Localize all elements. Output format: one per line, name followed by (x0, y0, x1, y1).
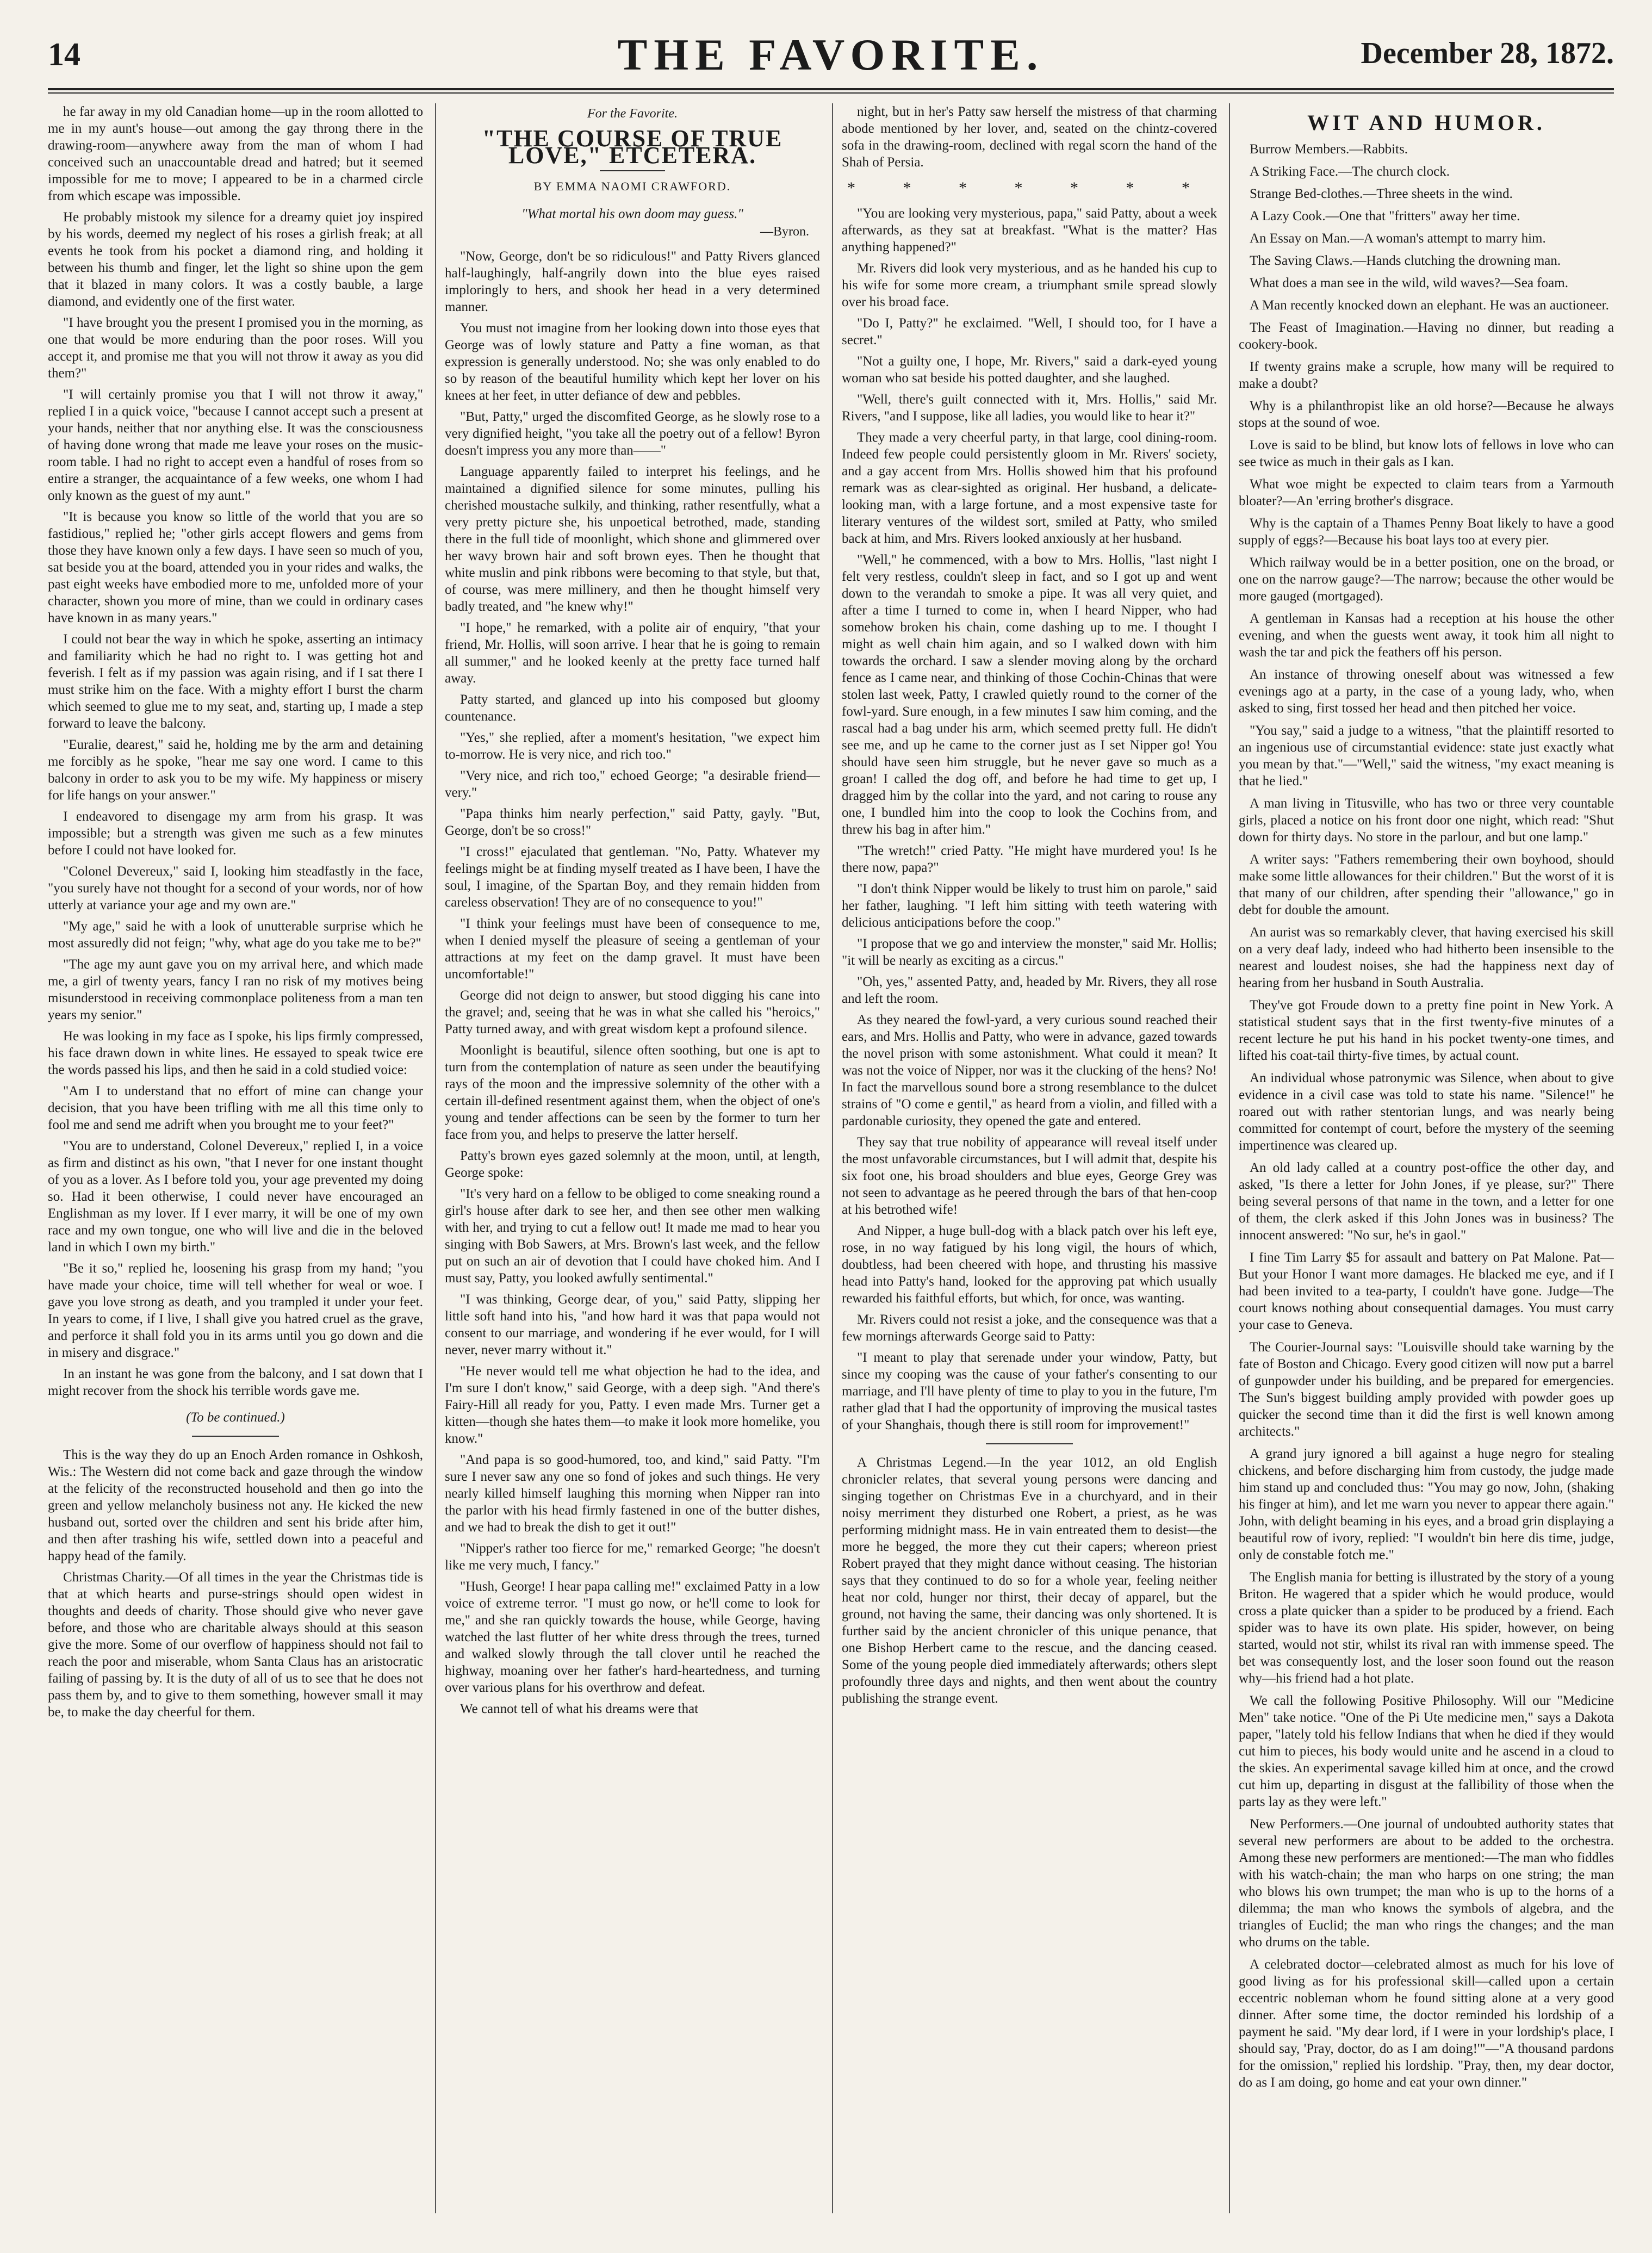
paragraph: "The wretch!" cried Patty. "He might have murdered you! Is he there now, papa?" (842, 843, 1217, 875)
paragraph: "Well, there's guilt connected with it, Mrs. Hollis," said Mr. Rivers, "and I suppose, like all ladies, you would like to hear it?" (842, 392, 1217, 424)
paragraph: "My age," said he with a look of unutterable surprise which he most assuredly did not feign; "why, what age do you take me to be?" (48, 919, 423, 951)
section-stars: * * * * * * * (847, 179, 1212, 197)
paragraph: "Now, George, don't be so ridiculous!" and Patty Rivers glanced half-laughingly, half-angrily down into the blue eyes raised imploringly to hers, and shook her head in a very determined manner. (445, 249, 820, 314)
humor-item: If twenty grains make a scruple, how many will be required to make a doubt? (1239, 359, 1614, 391)
paragraph: "Oh, yes," assented Patty, and, headed by Mr. Rivers, they all rose and left the room. (842, 975, 1217, 1006)
issue-date: December 28, 1872. (1361, 36, 1614, 70)
humor-item: Strange Bed-clothes.—Three sheets in the wind. (1250, 187, 1513, 201)
paragraph: And Nipper, a huge bull-dog with a black patch over his left eye, rose, in no way fatigued by his long vigil, the hours of which, doubtless, had been cheered with hope, and thrusting his massive head into Patty's hand, looked for the approving pat which usually rewarded his faithful efforts, but which, for once, was wanting. (842, 1224, 1217, 1306)
humor-item: The Courier-Journal says: "Louisville should take warning by the fate of Boston and Chicago. Every good citizen will now put a barrel of gunpowder under his building, and be prepared for emergencies. The Sun's biggest building amply provided with powder goes up quicker the second time than it did the first is well known among architects." (1239, 1340, 1614, 1439)
paragraph: "I don't think Nipper would be likely to trust him on parole," said her father, laughing. "I left him sitting with teeth watering with delicious anticipations before the coop." (842, 882, 1217, 930)
story-body-part-2 (842, 205, 1217, 1433)
page-number: 14 (48, 36, 80, 72)
humor-item: A writer says: "Fathers remembering their own boyhood, should make some little allowances for their children." But the worst of it is that many of our children, after spending their "allowance," go in debt for double the amount. (1239, 852, 1614, 917)
paragraph: He was looking in my face as I spoke, his lips firmly compressed, his face drawn down in white lines. He essayed to speak twice ere the words passed his lips, and then he said in a cold studied voice: (48, 1029, 423, 1077)
humor-item: "You say," said a judge to a witness, "that the plaintiff resorted to an ingenious use of circumstantial evidence: state just exactly what you mean by that."—"Well," said the witness, "my exact meaning is that he lied." (1239, 723, 1614, 789)
news-item: Christmas Charity.—Of all times in the year the Christmas tide is that at which hearts and purse-strings should open widest in thoughts and deeds of charity. Those should give who never gave before, and those who are charitable always should at this season give the more. Some of our overflow of happiness should not fail to reach the poor and miserable, whom Santa Claus has an aristocratic failing of passing by. It is the duty of all of us to see that he does not pass them by, and to give to them something, however small it may be, to make the day cheerful for them. (48, 1570, 423, 1720)
story-continuation (48, 103, 423, 1399)
epigraph-source: —Byron. (760, 225, 809, 239)
short-items (48, 1447, 423, 1721)
paragraph: "You are to understand, Colonel Devereux," replied I, in a voice as firm and distinct as his own, "that I never for one instant thought of you as a lover. As I before told you, your age prevented my doing so. Had it been otherwise, I could never have encouraged an Englishman as my lover. If I ever marry, it will be one of my own race and my own tongue, one who will live and die in the beloved land in which I own my birth." (48, 1139, 423, 1255)
paragraph: "Well," he commenced, with a bow to Mrs. Hollis, "last night I felt very restless, couldn't sleep in fact, and so I got up and went down to the verandah to smoke a pipe. It was all very quiet, and after a time I turned to come in, when I heard Nipper, who had somehow broken his chain, come dashing up to me. I thought I might as well chain him again, and so I walked down with him towards the orchard. I saw a slender moving along by the orchard fence as I came near, and thinking of those Cochin-Chinas that were stolen last week, Patty, I crawled quietly round to the corner of the fowl-yard. Sure enough, in a few minutes I saw him coming, and the rascal had a bag under his arm, which seemed pretty full. He didn't see me, and up he came to the corner just as I set Nipper go! You should have seen him struggle, but he never gave so much as a groan! I called the dog off, and before he had time to get up, I dragged him by the collar into the yard, and not caring to rouse any one, I bundled him into the coop to look the Cochins from, and threw his bag in after him." (842, 553, 1217, 837)
paragraph: I could not bear the way in which he spoke, asserting an intimacy and familiarity which he had no right to. I was getting hot and feverish. I felt as if my passion was again rising, and if I sat there I must strike him on the face. With a mighty effort I burst the charm which seemed to glue me to my seat, and, starting up, I made a step forward to leave the balcony. (48, 632, 423, 731)
paragraph: "I meant to play that serenade under your window, Patty, but since my cooping was the cause of your father's consenting to our marriage, and I'll have plenty of time to play to you in the future, I'm rather glad that I had the opportunity of improving the musical tastes of your Shanghais, though there is still room for improvement!" (842, 1350, 1217, 1432)
paragraph: "Yes," she replied, after a moment's hesitation, "we expect him to-morrow. He is very nice, and rich too." (445, 730, 820, 762)
paragraph: "I will certainly promise you that I will not throw it away," replied I in a quick voice, "because I cannot accept such a present at your hands, neither that nor anything else. It was the consciousness of having done wrong that made me leave your roses on the music-room table. I had no right to accept even a handful of roses from so entire a stranger, the acquaintance of a few weeks, one whom I had only known as the guest of my aunt." (48, 387, 423, 503)
humor-item: A Lazy Cook.—One that "fritters" away her time. (1250, 209, 1520, 224)
paragraph: Language apparently failed to interpret his feelings, and he maintained a dignified silence for some minutes, pulling his cherished moustache sulkily, and thinking, rather resentfully, what a very pretty picture she, his unpoetical betrothed, made, standing there in the full tide of moonlight, which shone and glimmered over her wavy brown hair and soft brown eyes. Then he thought that white muslin and pink ribbons were becoming to that style, but that, of course, was mere millinery, and then he thought himself very badly treated, and "he knew why!" (445, 464, 820, 614)
paragraph: "It is because you know so little of the world that you are so fastidious," replied he; "other girls accept flowers and gems from those they have known only a few days. I have seen so much of you, sat beside you at the board, attended you in your rides and walks, the past eight weeks have embodied more to me, unfolded more of your character, shown you more of mine, than we could in ordinary cases have known in as many years." (48, 510, 423, 625)
paragraph: "Euralie, dearest," said he, holding me by the arm and detaining me forcibly as he spoke, "hear me say one word. I came to this balcony in order to ask you to be my wife. My happiness or misery for life hangs on your answer." (48, 737, 423, 803)
paragraph: Patty started, and glanced up into his composed but gloomy countenance. (445, 692, 820, 724)
paragraph: Moonlight is beautiful, silence often soothing, but one is apt to turn from the contemplation of nature as seen under the beautifying rays of the moon and the impressive solemnity of the other with a certain ill-defined resentment against them, when the object of one's young and tender affections can be seen by the former to turn her face from you, and helps to preserve the latter herself. (445, 1043, 820, 1142)
paragraph: "I was thinking, George dear, of you," said Patty, slipping her little soft hand into his, "and how hard it was that papa would not consent to our marriage, and wondering if he ever would, for I will never, never marry without it." (445, 1292, 820, 1357)
humor-item: An individual whose patronymic was Silence, when about to give evidence in a civil case was told to state his name. "Silence!" he roared out with rather stentorian lungs, and was nearly being committed for contempt of court, before the mystery of the seeming impertinence was cleared up. (1239, 1071, 1614, 1153)
paragraph: "Very nice, and rich too," echoed George; "a desirable friend—very." (445, 768, 820, 800)
paragraph: "I hope," he remarked, with a polite air of enquiry, "that your friend, Mr. Hollis, will soon arrive. I hear that he is going to remain all summer," and he looked keenly at the pretty face turned half away. (445, 620, 820, 686)
humor-item: A man living in Titusville, who has two or three very countable girls, placed a notice on his front door one night, which read: "Shut down for thirty days. No store in the parlour, and but one lamp." (1239, 796, 1614, 845)
title-rule (600, 170, 665, 171)
story-kicker: For the Favorite. (587, 107, 678, 121)
paragraph: "You are looking very mysterious, papa," said Patty, about a week afterwards, as they sat at breakfast. "What is the matter? Has anything happened?" (842, 206, 1217, 255)
masthead (48, 22, 1614, 87)
humor-item: What woe might be expected to claim tears from a Yarmouth bloater?—An 'erring brother's disgrace. (1239, 477, 1614, 508)
wit-and-humor-items (1239, 141, 1614, 2091)
humor-item: An aurist was so remarkably clever, that having exercised his skill on a very deaf lady, indeed who had hitherto been insensible to the nearest and loudest noises, she had the happiness next day of hearing from her husband in South Australia. (1239, 925, 1614, 990)
paragraph: "Be it so," replied he, loosening his grasp from my hand; "you have made your choice, time will tell whether for weal or woe. I gave you love strong as death, and you trampled it under your feet. In years to come, if I live, I shall give you hatred cruel as the grave, and perforce it shall fold you in its arms until you go down and die in misery and disgrace." (48, 1261, 423, 1360)
masthead-rule-thin (48, 92, 1614, 94)
column-3 (842, 103, 1217, 2213)
christmas-legend: A Christmas Legend.—In the year 1012, an old English chronicler relates, that several young persons were dancing and singing together on Christmas Eve in a churchyard, and in their noisy merriment they disturbed one Robert, a priest, as he was performing midnight mass. He in vain entreated them to desist—the more he begged, the more they cut their capers; whereon priest Robert prayed that they might dance without ceasing. The historian says that they continued to do so for a whole year, feeling neither heat nor cold, hunger nor thirst, their decay of apparel, but the ground, not having the same, their dancing was only shortened. It is further said by the ancient chronicler of this unique penance, that one Bishop Herbert came to the rescue, and the dancing ceased. Some of the young people died immediately afterwards; others slept profoundly three days and nights, and then went about the country publishing the strange event. (842, 1455, 1217, 1706)
paragraph: "And papa is so good-humored, too, and kind," said Patty. "I'm sure I never saw any one so fond of jokes and such things. He very nearly killed himself laughing this morning when Nipper ran into the parlor with his head firmly fastened in one of the butter dishes, and we had to break the dish to get it out!" (445, 1453, 820, 1535)
story-byline: BY EMMA NAOMI CRAWFORD. (533, 179, 731, 193)
paragraph: Patty's brown eyes gazed solemnly at the moon, until, at length, George spoke: (445, 1149, 820, 1180)
paragraph: "Hush, George! I hear papa calling me!" exclaimed Patty in a low voice of extreme terror. "I must go now, or he'll come to look for me," and she ran quickly towards the house, while George, having watched the last flutter of her white dress through the trees, turned and walked slowly through the tall clover until he reached the highway, moaning over her father's hard-heartedness, and turning over various plans for his overthrow and defeat. (445, 1579, 820, 1695)
humor-item: Burrow Members.—Rabbits. (1250, 142, 1408, 157)
paragraph: In an instant he was gone from the balcony, and I sat down that I might recover from the shock his terrible words gave me. (48, 1367, 423, 1398)
paragraph: "I propose that we go and interview the monster," said Mr. Hollis; "it will be nearly as exciting as a circus." (842, 936, 1217, 968)
column-divider-1 (435, 103, 436, 2213)
news-item: This is the way they do up an Enoch Arden romance in Oshkosh, Wis.: The Western did not come back and gaze through the window at the felicity of the reconstructed household and then go into the green and yellow melancholy business not any. He kicked the new husband out, sorted over the children and sent his bride after him, and then after trashing his wife, settled down into a peaceful and happy head of the family. (48, 1448, 423, 1563)
humor-item: A Man recently knocked down an elephant. He was an auctioneer. (1250, 298, 1609, 313)
column-divider-3 (1229, 103, 1230, 2213)
paragraph: They made a very cheerful party, in that large, cool dining-room. Indeed few people could persistently gloom in Mr. Rivers' society, and a gay accent from Mrs. Hollis showed him that his profound remark was as clear-sighted as original. Her husband, a delicate-looking man, with a large fortune, and a most expensive taste for literary ventures of the wildest sort, smiled at Patty, who smiled back at him, and Mrs. Rivers looked anxiously at her husband. (842, 430, 1217, 546)
section-separator (986, 1443, 1073, 1444)
paragraph: "He never would tell me what objection he had to the idea, and I'm sure I don't know," said George, with a deep sigh. "And there's Fairy-Hill all ready for you, Patty. I even made Mrs. Turner get a kitten—though she hates them—to make it look more homelike, you know." (445, 1364, 820, 1446)
paragraph: Mr. Rivers could not resist a joke, and the consequence was that a few mornings afterwards George said to Patty: (842, 1312, 1217, 1344)
story-title: "THE COURSE OF TRUE LOVE," ETCETERA. (482, 125, 783, 169)
humor-item: What does a man see in the wild, wild waves?—Sea foam. (1250, 276, 1568, 290)
column-2 (445, 103, 820, 2213)
humor-item: A Striking Face.—The church clock. (1250, 164, 1450, 179)
paragraph: "I think your feelings must have been of consequence to me, when I denied myself the pleasure of seeing a gentleman of your attractions at my feet on the damp gravel. It must have been uncomfortable!" (445, 916, 820, 982)
humor-item: We call the following Positive Philosophy. Will our "Medicine Men" take notice. "One of the Pi Ute medicine men," says a Dakota paper, "lately told his fellow Indians that when he died if they would cut him to pieces, his body would unite and he ascend in a cloud to the skies. An experimental savage killed him at once, and the crowd cut him up, departing in disgust at the fallibility of those when the parts lay as they were left." (1239, 1693, 1614, 1809)
newspaper-page (48, 22, 1614, 2230)
paragraph: night, but in her's Patty saw herself the mistress of that charming abode mentioned by her lover, and, seated on the chintz-covered sofa in the drawing-room, declined with regal scorn the hand of the Shah of Persia. (842, 104, 1217, 170)
paragraph: As they neared the fowl-yard, a very curious sound reached their ears, and Mrs. Hollis and Patty, who were in advance, gazed towards the novel prison with some astonishment. What could it mean? It was not the voice of Nipper, nor was it the clucking of the hens? No! In fact the marvellous sound bore a strong resemblance to the dulcet strains of "O come e gentil," as heard from a violin, and filled with a pardonable curiosity, they opened the gate and entered. (842, 1013, 1217, 1128)
paragraph: "Not a guilty one, I hope, Mr. Rivers," said a dark-eyed young woman who sat beside his potted daughter, and she laughed. (842, 354, 1217, 386)
newspaper-title: THE FAVORITE. (617, 30, 1045, 79)
masthead-rule (48, 88, 1614, 90)
humor-item: An instance of throwing oneself about was witnessed a few evenings ago at a party, in the case of a young lady, who, when asked to sing, first tossed her head and then pitched her voice. (1239, 667, 1614, 716)
humor-item: An Essay on Man.—A woman's attempt to marry him. (1250, 231, 1546, 246)
to-be-continued: (To be continued.) (186, 1410, 285, 1425)
paragraph: "It's very hard on a fellow to be obliged to come sneaking round a girl's house after dark to see her, and then see other men walking with her, and trying to cut a fellow out! It made me mad to hear you singing with Bob Sawers, at Mrs. Brown's last week, and the fellow put on such an air of devotion that I could have choked him. And I must say, Patty, you looked awfully sentimental." (445, 1187, 820, 1286)
humor-item: Why is the captain of a Thames Penny Boat likely to have a good supply of eggs?—Because his boat lays too at every pier. (1239, 516, 1614, 548)
humor-item: The Feast of Imagination.—Having no dinner, but reading a cookery-book. (1239, 320, 1614, 352)
paragraph: "Papa thinks him nearly perfection," said Patty, gayly. "But, George, don't be so cross!" (445, 806, 820, 838)
humor-item: Why is a philanthropist like an old horse?—Because he always stops at the sound of woe. (1239, 399, 1614, 430)
column-4 (1239, 103, 1614, 2213)
humor-item: The Saving Claws.—Hands clutching the drowning man. (1250, 253, 1561, 268)
column-divider-2 (832, 103, 833, 2213)
paragraph: They say that true nobility of appearance will reveal itself under the most unfavorable circumstances, but I will admit that, despite his six foot one, his broad shoulders and blue eyes, George Grey was not seen to advantage as he peered through the bars of that hen-coop at his betrothed wife! (842, 1135, 1217, 1217)
paragraph: "Nipper's rather too fierce for me," remarked George; "he doesn't like me very much, I fancy." (445, 1541, 820, 1573)
humor-item: The English mania for betting is illustrated by the story of a young Briton. He wagered that a spider which he would produce, would cross a plate quicker than a spider to be produced by a friend. Each spider was to have its own plate. His spider, however, on being started, would not stir, whilst its rival ran with immense speed. The bet was consequently lost, and the loser soon found out the reason why—his friend had a hot plate. (1239, 1570, 1614, 1686)
humor-item: I fine Tim Larry $5 for assault and battery on Pat Malone. Pat—But your Honor I want more damages. He blacked me eye, and if I had been invited to a tea-party, I couldn't have gone. Judge—The court knows nothing about consequential damages. You must carry your case to Geneva. (1239, 1250, 1614, 1332)
epigraph: "What mortal his own doom may guess." (521, 207, 743, 221)
paragraph: "Colonel Devereux," said I, looking him steadfastly in the face, "you surely have not thought for a second of your words, nor of how utterly at variance your age and my own are." (48, 864, 423, 913)
paragraph: We cannot tell of what his dreams were that (460, 1702, 699, 1716)
column-1 (48, 103, 423, 2213)
humor-item: Which railway would be in a better position, one on the broad, or one on the narrow gauge?—The narrow; because the other would be more gauged (mortgaged). (1239, 555, 1614, 604)
paragraph: "The age my aunt gave you on my arrival here, and which made me, a girl of twenty years, fancy I ran no risk of my motives being misunderstood in receiving commonplace politeness from a man ten years my senior." (48, 957, 423, 1022)
paragraph: "I have brought you the present I promised you in the morning, as one that would be more enduring than the poor roses. Will you accept it, and promise me that you will not throw it away as you did them?" (48, 315, 423, 381)
humor-item: New Performers.—One journal of undoubted authority states that several new performers are about to be added to the orchestra. Among these new performers are mentioned:—The man who fiddles with his watch-chain; the man who harps on one string; the man who blows his own trumpet; the man who is up to the horns of a dilemma; the man who knows the symbols of algebra, and the triangles of Euclid; the man who rings the changes; and the man who drums on the table. (1239, 1817, 1614, 1950)
story-body (445, 248, 820, 1717)
humor-item: A grand jury ignored a bill against a huge negro for stealing chickens, and before discharging him from custody, the judge made him stand up and concluded thus: "You may go now, John, (shaking his finger at him), and let me warn you never to appear there again." John, with delight beaming in his eyes, and a broad grin displaying a beautiful row of ivory, replied: "I wouldn't bin here dis time, judge, only de constable fotch me." (1239, 1447, 1614, 1562)
paragraph: George did not deign to answer, but stood digging his cane into the gravel; and, seeing that he was in what she called his "heroics," Patty turned away, and with great wisdom kept a profound silence. (445, 988, 820, 1036)
humor-item: They've got Froude down to a pretty fine point in New York. A statistical student says that in the first twenty-five minutes of a recent lecture he put his hand in his pocket twenty-one times, and lifted his coat-tail thirty-five times, by actual count. (1239, 998, 1614, 1063)
humor-item: A gentleman in Kansas had a reception at his house the other evening, and when the guests went away, it took him all night to wash the tar and pick the feathers off his person. (1239, 611, 1614, 660)
paragraph: Mr. Rivers did look very mysterious, and as he handed his cup to his wife for some more cream, a triumphant smile spread slowly over his broad face. (842, 261, 1217, 309)
paragraph: "But, Patty," urged the discomfited George, as he slowly rose to a very dignified height, "you take all the poetry out of a fellow! Byron doesn't impress you any more than——" (445, 409, 820, 458)
paragraph: "Do I, Patty?" he exclaimed. "Well, I should too, for I have a secret." (842, 316, 1217, 347)
paragraph: You must not imagine from her looking down into those eyes that George was of lowly stature and Patty a fine woman, as that expression is generally understood. No; she was only enabled to do so by reason of the beautiful humility which kept her lover on his knees at her feet, in utter defiance of dew and pebbles. (445, 321, 820, 403)
humor-item: Love is said to be blind, but know lots of fellows in love who can see twice as much in their gals as I kan. (1239, 438, 1614, 469)
paragraph: I endeavored to disengage my arm from his grasp. It was impossible; but a strength was given me such as a few minutes before I could not have looked for. (48, 809, 423, 858)
humor-item: An old lady called at a country post-office the other day, and asked, "Is there a letter for John Jones, if ye please, sur?" There being several persons of that name in the town, and a letter for one of them, the clerk asked if this John Jones was in business? The innocent answered: "No sur, he's in gaol." (1239, 1160, 1614, 1243)
paragraph: He probably mistook my silence for a dreamy quiet joy inspired by his words, deemed my neglect of his roses a girlish freak; at all events he took from his pocket a diamond ring, and holding it between his thumb and finger, let the light so shine upon the gem that it blazed in many colors. It was a costly bauble, a large diamond, and evidently one of the first water. (48, 210, 423, 309)
humor-item: A celebrated doctor—celebrated almost as much for his love of good living as for his professional skill—called upon a certain eccentric nobleman whom he found sitting alone at a very good dinner. After some time, the doctor reminded his lordship of a payment he said. "My dear lord, if I were in your lordship's place, I should say, 'Pray, doctor, do as I am doing!'"—"A thousand pardons for the omission," replied his lordship. "Pray, then, my dear doctor, do as I am doing, go home and eat your own dinner." (1239, 1957, 1614, 2090)
wit-and-humor-title: WIT AND HUMOR. (1307, 110, 1545, 135)
paragraph: "I cross!" ejaculated that gentleman. "No, Patty. Whatever my feelings might be at finding myself treated as I have been, I have the soul, I imagine, of the Spartan Boy, and they remain hidden from careless observation! They are of no consequence to you!" (445, 845, 820, 910)
paragraph: "Am I to understand that no effort of mine can change your decision, that you have been trifling with me all this time only to fool me and send me adrift when you brought me to your feet?" (48, 1084, 423, 1132)
section-separator (192, 1436, 279, 1437)
paragraph: he far away in my old Canadian home—up in the room allotted to me in my aunt's house—out among the gay throng there in the drawing-room—anywhere away from the man of whom I had conceived such an unaccountable dread and hatred; but it seemed impossible for me to move; I appeared to be in a charmed circle from which escape was impossible. (48, 104, 423, 203)
story-body-continued (842, 103, 1217, 171)
